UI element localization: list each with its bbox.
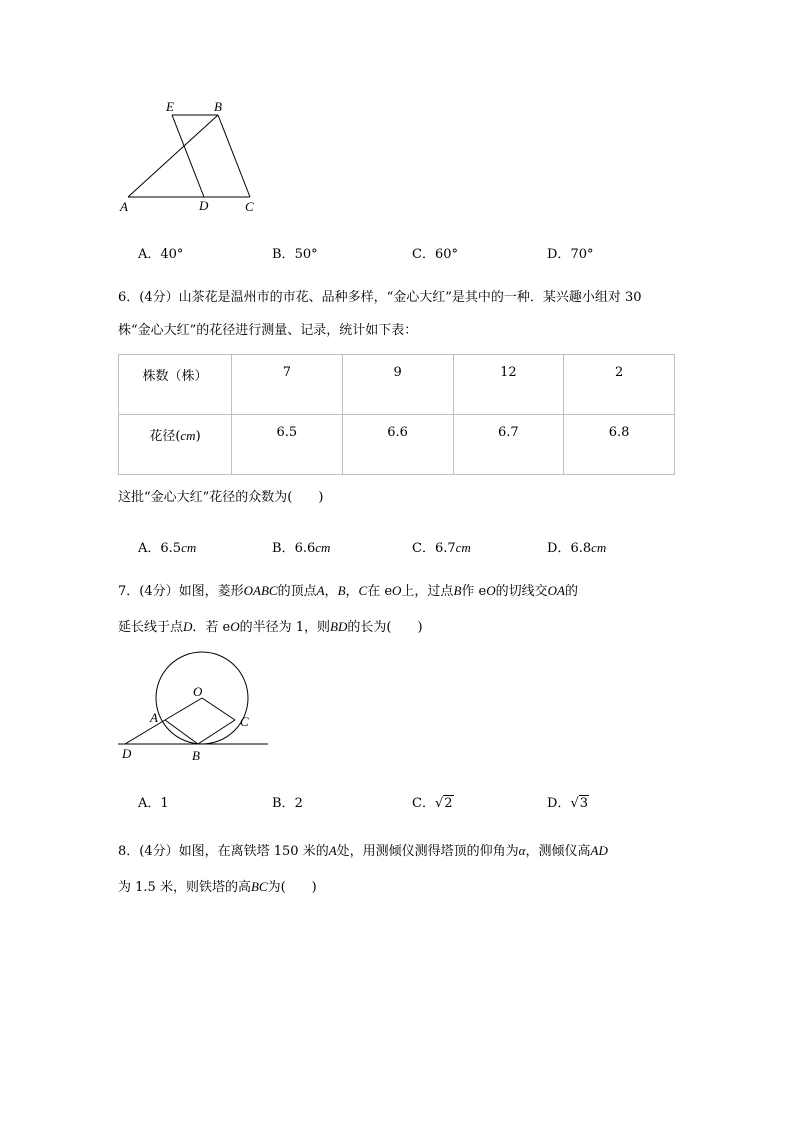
table-cell: 2 [564,355,675,415]
table-row [119,415,675,475]
segment-da [125,720,165,744]
q8-stem-line2: 为 1.5 米，则铁塔的高BC为( ) [118,879,317,895]
segment-oc [202,698,235,720]
q7-stem-line1: 7．(4分）如图，菱形OABC的顶点A，B，C在 eO上，过点B作 eO的切线交OA的 [118,583,578,599]
q5-option-d[interactable]: D．70° [547,247,594,262]
q7-option-c[interactable]: C．√2 [412,796,453,811]
sqrt-symbol-icon: √ [434,796,444,811]
segment-oa [165,698,202,720]
geometry-figure-q7 [110,650,280,770]
q7-option-a[interactable]: A．1 [138,796,169,811]
table-cell: 6.7 [453,415,564,475]
table-cell: 6.8 [564,415,675,475]
table-header-diameter: 花径(cm) [119,415,232,475]
q6-option-c[interactable]: C．6.7cm [412,540,471,556]
q7-stem-line2: 延长线于点D．若 eO的半径为 1，则BD的长为( ) [118,619,423,635]
table-row [119,355,675,415]
label-d: D [122,746,132,761]
segment-ab [128,115,218,197]
segment-ab [165,720,198,744]
q7-option-b[interactable]: B．2 [272,796,303,811]
sqrt-symbol-icon: √ [570,796,579,811]
segment-ed [172,115,204,197]
q6-option-a[interactable]: A．6.5cm [138,540,197,556]
label-a: A [120,199,128,214]
q6-stem-line2: 株“金心大红”的花径进行测量、记录，统计如下表： [118,323,418,338]
label-o: O [193,684,203,699]
q8-stem-line1: 8．(4分）如图，在离铁塔 150 米的A处，用测倾仪测得塔顶的仰角为α，测倾仪高AD [118,843,608,859]
q5-option-a[interactable]: A．40° [138,247,184,262]
q5-option-c[interactable]: C．60° [412,247,458,262]
table-cell: 6.5 [232,415,343,475]
label-e: E [166,99,174,114]
label-a: A [150,710,158,725]
geometry-figure-q5 [110,95,270,220]
label-c: C [245,199,254,214]
table-cell: 12 [453,355,564,415]
label-b: B [214,99,222,114]
label-d: D [199,198,209,213]
label-b: B [192,748,200,763]
q6-option-b[interactable]: B．6.6cm [272,540,331,556]
label-c: C [240,714,249,729]
table-cell: 7 [232,355,343,415]
q6-data-table [118,354,675,475]
q6-question: 这批“金心大红”花径的众数为( ) [118,490,324,505]
q7-option-d[interactable]: D．√3 [547,796,589,811]
table-header-count: 株数（株） [119,355,232,415]
q6-option-d[interactable]: D．6.8cm [547,540,607,556]
table-cell: 9 [342,355,453,415]
segment-cb [198,720,235,744]
q5-option-b[interactable]: B．50° [272,247,318,262]
q6-stem-line1: 6．(4分）山茶花是温州市的市花、品种多样，“金心大红”是其中的一种．某兴趣小组对 30 [118,290,642,305]
table-cell: 6.6 [342,415,453,475]
segment-bc [218,115,250,197]
